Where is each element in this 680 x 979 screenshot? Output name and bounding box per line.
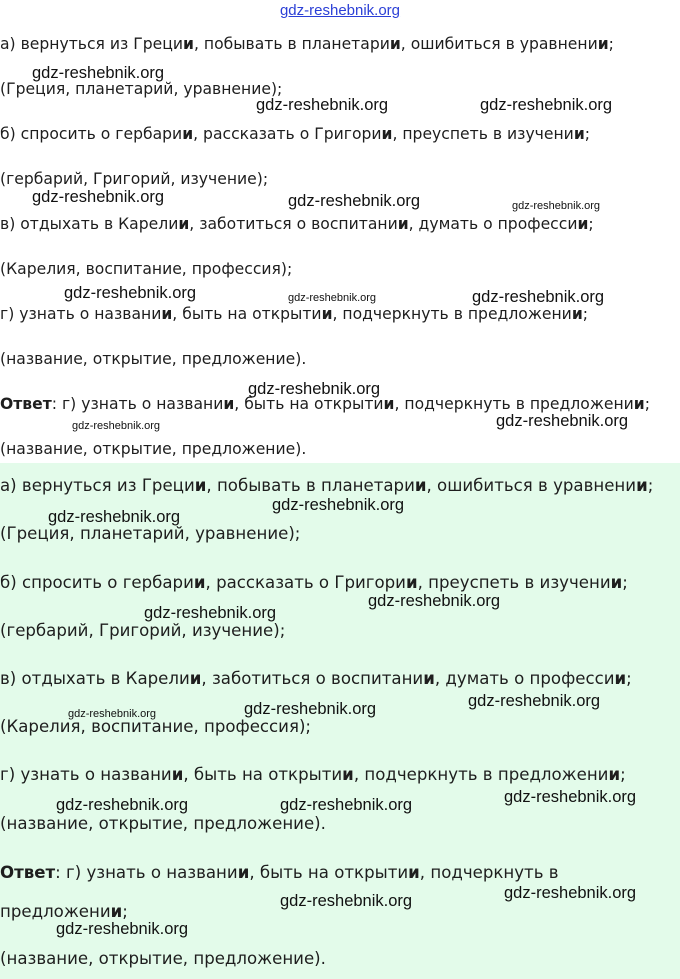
- item-b: б) спросить о гербарии, рассказать о Григории, преуспеть в изучении;: [0, 573, 628, 592]
- item-g-words: (название, открытие, предложение).: [0, 814, 326, 833]
- item-a-words: (Греция, планетарий, уравнение);: [0, 80, 283, 98]
- watermark: gdz-reshebnik.org: [56, 920, 189, 938]
- watermark: gdz-reshebnik.org: [144, 604, 277, 622]
- item-v: в) отдыхать в Карелии, заботиться о воспитании, думать о профессии;: [0, 215, 594, 233]
- watermark: gdz-reshebnik.org: [472, 288, 605, 306]
- item-b-words: (гербарий, Григорий, изучение);: [0, 621, 286, 640]
- answer-label: Ответ: [0, 395, 52, 413]
- item-g-words: (название, открытие, предложение).: [0, 350, 307, 368]
- item-g: г) узнать о названии, быть на открытии, подчеркнуть в предложении;: [0, 765, 626, 784]
- item-a-words: (Греция, планетарий, уравнение);: [0, 524, 301, 543]
- watermark: gdz-reshebnik.org: [48, 508, 181, 526]
- item-v-words: (Карелия, воспитание, профессия);: [0, 260, 293, 278]
- answer-words: (название, открытие, предложение).: [0, 949, 326, 968]
- watermark: gdz-reshebnik.org: [64, 284, 197, 302]
- watermark: gdz-reshebnik.org: [68, 708, 157, 720]
- answer-words: (название, открытие, предложение).: [0, 440, 307, 458]
- answer-label: Ответ: [0, 863, 56, 882]
- item-v: в) отдыхать в Карелии, заботиться о воспитании, думать о профессии;: [0, 669, 632, 688]
- watermark: gdz-reshebnik.org: [32, 188, 165, 206]
- watermark: gdz-reshebnik.org: [288, 192, 421, 210]
- watermark: gdz-reshebnik.org: [280, 892, 413, 910]
- watermark: gdz-reshebnik.org: [248, 380, 381, 398]
- watermark: gdz-reshebnik.org: [504, 884, 637, 902]
- watermark: gdz-reshebnik.org: [56, 796, 189, 814]
- watermark: gdz-reshebnik.org: [512, 200, 601, 212]
- item-a: а) вернуться из Греции, побывать в планетарии, ошибиться в уравнении;: [0, 476, 654, 495]
- site-watermark-link[interactable]: gdz-reshebnik.org: [279, 2, 401, 19]
- answer-line-2: предложении;: [0, 902, 128, 921]
- item-g: г) узнать о названии, быть на открытии, подчеркнуть в предложении;: [0, 305, 589, 323]
- item-b-words: (гербарий, Григорий, изучение);: [0, 170, 269, 188]
- item-b: б) спросить о гербарии, рассказать о Григории, преуспеть в изучении;: [0, 125, 591, 143]
- watermark: gdz-reshebnik.org: [480, 96, 613, 114]
- watermark: gdz-reshebnik.org: [368, 592, 501, 610]
- watermark: gdz-reshebnik.org: [280, 796, 413, 814]
- watermark: gdz-reshebnik.org: [272, 496, 405, 514]
- item-v-words: (Карелия, воспитание, профессия);: [0, 717, 312, 736]
- answer-line: Ответ: г) узнать о названии, быть на открытии, подчеркнуть в предложении;: [0, 395, 650, 413]
- watermark: gdz-reshebnik.org: [496, 412, 629, 430]
- watermark: gdz-reshebnik.org: [504, 788, 637, 806]
- answer-line-1: Ответ: г) узнать о названии, быть на открытии, подчеркнуть в: [0, 863, 559, 882]
- watermark: gdz-reshebnik.org: [468, 692, 601, 710]
- item-a: а) вернуться из Греции, побывать в планетарии, ошибиться в уравнении;: [0, 35, 614, 53]
- watermark: gdz-reshebnik.org: [288, 292, 377, 304]
- watermark: gdz-reshebnik.org: [72, 420, 161, 432]
- watermark: gdz-reshebnik.org: [256, 96, 389, 114]
- watermark: gdz-reshebnik.org: [32, 64, 165, 82]
- watermark: gdz-reshebnik.org: [244, 700, 377, 718]
